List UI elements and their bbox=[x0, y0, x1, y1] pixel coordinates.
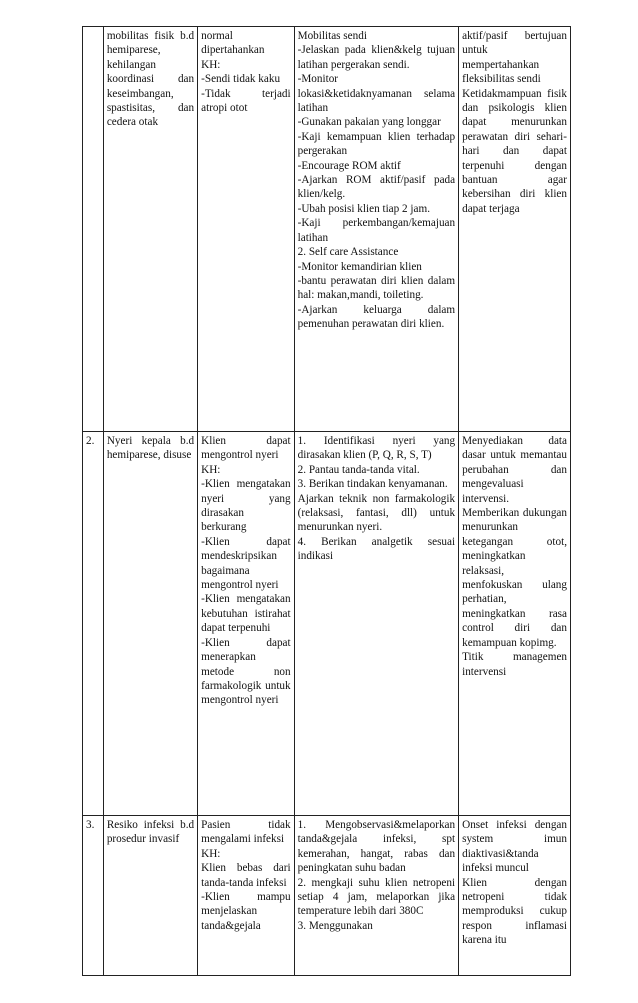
cell-text-line: Resiko infeksi b.d prosedur invasif bbox=[106, 819, 197, 846]
cell-text-line: 1. Identifikasi nyeri yang dirasakan klien (P, Q, R, S, T) bbox=[297, 435, 458, 462]
cell-text-line: Pasien tidak mengalami infeksi bbox=[201, 819, 294, 846]
cell-text-line: Onset infeksi dengan system imun diaktivasi&tanda infeksi muncul bbox=[462, 819, 570, 875]
cell-text: 3. bbox=[86, 819, 95, 831]
cell-text-line: -Monitor lokasi&ketidaknyamanan selama latihan bbox=[297, 73, 458, 115]
cell-text-line: Titik managemen intervensi bbox=[462, 651, 570, 678]
cell-text-line: Ketidakmampuan fisik dan psikologis klien dapat menurunkan perawatan diri sehari-hari dan dapat terpenuhi dengan bantuan agar kebersihan diri klien dapat terjaga bbox=[462, 87, 570, 215]
rationale-cell bbox=[459, 432, 571, 816]
cell-text-line: 2. Self care Assistance bbox=[297, 246, 399, 259]
table-row bbox=[83, 27, 571, 432]
table-body bbox=[83, 27, 571, 976]
cell-text-line: -Klien mampu menjelaskan tanda&gejala bbox=[201, 891, 294, 932]
cell-text-line: -Ubah posisi klien tiap 2 jam. bbox=[297, 202, 430, 215]
cell-text-line: -Kaji perkembangan/kemajuan latihan bbox=[297, 217, 458, 244]
row-number-cell bbox=[83, 432, 104, 816]
table-row bbox=[83, 816, 571, 976]
cell-text-line: Klien dengan netropeni tidak memproduksi cukup respon inflamasi karena itu bbox=[462, 876, 570, 947]
cell-text-line: -Klien mengatakan nyeri yang dirasakan berkurang bbox=[201, 478, 294, 534]
cell-text-line: -Klien dapat menerapkan metode non farmakologik untuk mengontrol nyeri bbox=[201, 636, 294, 707]
cell-text-line: Klien bebas dari tanda-tanda infeksi bbox=[201, 862, 294, 889]
row-number-cell bbox=[83, 816, 104, 976]
cell-text-line: -Gunakan pakaian yang longgar bbox=[297, 116, 441, 129]
cell-text-line: 3. Menggunakan bbox=[297, 919, 373, 932]
cell-text-line: -Ajarkan ROM aktif/pasif pada klien/kelg. bbox=[297, 174, 458, 201]
cell-text-line: 2. mengkaji suhu klien netropeni setiap 4 jam, melaporkan jika temperature lebih dari 380C bbox=[297, 876, 458, 918]
cell-text-line: -Kaji kemampuan klien terhadap pergerakan bbox=[297, 130, 458, 158]
goals-criteria-cell bbox=[198, 432, 295, 816]
cell-text-line: -Encourage ROM aktif bbox=[297, 159, 401, 172]
interventions-cell bbox=[294, 432, 458, 816]
cell-text-line: 4. Berikan analgetik sesuai indikasi bbox=[297, 535, 458, 563]
goals-criteria-cell bbox=[198, 27, 295, 432]
rationale-cell bbox=[459, 27, 571, 432]
cell-text-line: aktif/pasif bertujuan untuk mempertahankan fleksibilitas sendi bbox=[462, 30, 570, 86]
interventions-cell bbox=[294, 816, 458, 976]
cell-text-line: -Klien dapat mendeskripsikan bagaimana mengontrol nyeri bbox=[201, 535, 294, 592]
row-number-cell bbox=[83, 27, 104, 432]
cell-text-line: Nyeri kepala b.d hemiparese, disuse bbox=[106, 435, 197, 462]
cell-text-line: -Ajarkan keluarga dalam pemenuhan perawatan diri klien. bbox=[297, 303, 458, 331]
goals-criteria-cell bbox=[198, 816, 295, 976]
cell-text-line: KH: bbox=[201, 58, 221, 71]
cell-text-line: -Jelaskan pada klien&kelg tujuan latihan pergerakan sendi. bbox=[297, 44, 458, 71]
cell-text-line: Mobilitas sendi bbox=[297, 30, 367, 42]
cell-text-line: -Sendi tidak kaku bbox=[201, 73, 281, 86]
cell-text-line: 1. Mengobservasi&melaporkan tanda&gejala infeksi, spt kemerahan, hangat, rabas dan peningkatan suhu badan bbox=[297, 819, 458, 875]
cell-text-line: 2. Pantau tanda-tanda vital. bbox=[297, 463, 420, 476]
cell-text-line: -Tidak terjadi atropi otot bbox=[201, 87, 294, 115]
diagnosis-cell bbox=[103, 432, 197, 816]
diagnosis-cell bbox=[103, 27, 197, 432]
cell-text-line: -bantu perawatan diri klien dalam hal: makan,mandi, toileting. bbox=[297, 274, 458, 302]
cell-text-line: 3. Berikan tindakan kenyamanan. bbox=[297, 478, 448, 491]
cell-text-line: KH: bbox=[201, 847, 221, 860]
table-row bbox=[83, 432, 571, 816]
nursing-care-plan-table bbox=[82, 26, 571, 976]
cell-text-line: -Klien mengatakan kebutuhan istirahat dapat terpenuhi bbox=[201, 593, 294, 635]
cell-text-line: Memberikan dukungan menurunkan ketegangan otot, meningkatkan relaksasi, menfokuskan ulang perhatian, meningkatkan rasa control diri dan kemampuan kopimg. bbox=[462, 507, 570, 649]
diagnosis-cell bbox=[103, 816, 197, 976]
cell-text-line: mobilitas fisik b.d hemiparese, kehilangan koordinasi dan keseimbangan, spastisitas, dan cedera otak bbox=[106, 30, 197, 129]
interventions-cell bbox=[294, 27, 458, 432]
cell-text-line: -Monitor kemandirian klien bbox=[297, 260, 422, 273]
cell-text-line: Menyediakan data dasar untuk memantau perubahan dan mengevaluasi intervensi. bbox=[462, 435, 570, 505]
cell-text-line: normal dipertahankan bbox=[201, 30, 265, 57]
cell-text-line: Klien dapat mengontrol nyeri bbox=[201, 435, 294, 462]
cell-text: 2. bbox=[86, 435, 95, 447]
cell-text-line: KH: bbox=[201, 463, 221, 476]
rationale-cell bbox=[459, 816, 571, 976]
cell-text-line: Ajarkan teknik non farmakologik (relaksasi, fantasi, dll) untuk menurunkan nyeri. bbox=[297, 492, 458, 534]
